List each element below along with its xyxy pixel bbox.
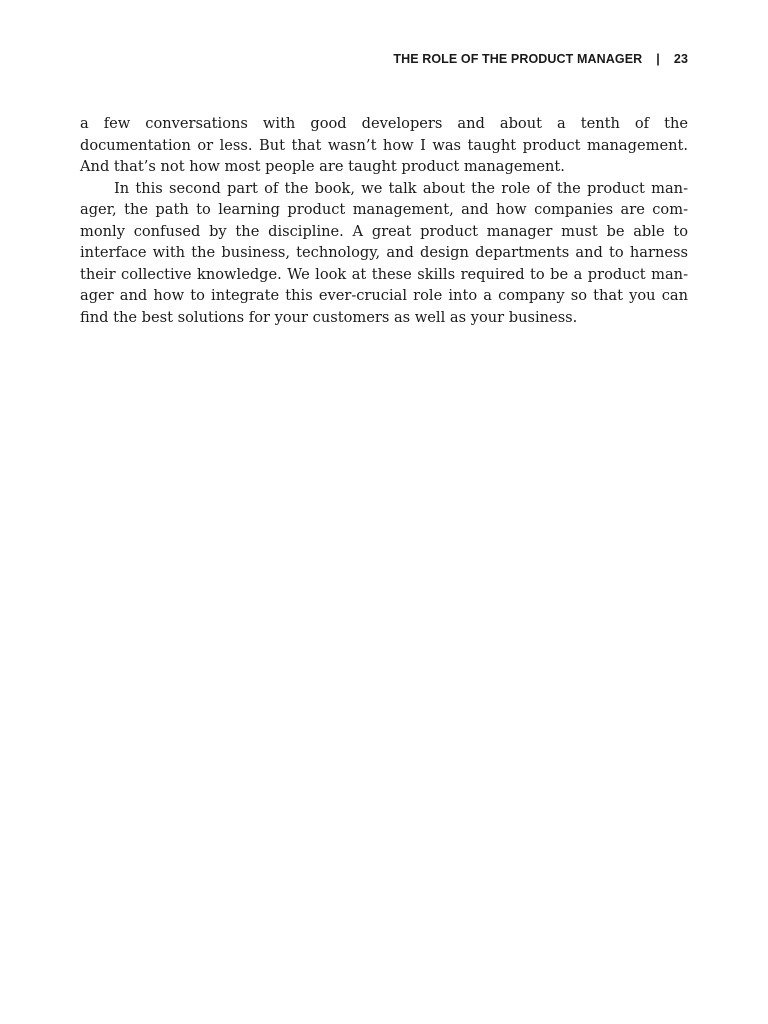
body-text [80,113,688,328]
paragraph-continued: a few conversations with good developers and about a tenth of the documentation or less. But that wasn’t how I was taught product management. And that’s not how most people are taught product management. [80,115,688,175]
header-separator: | [656,52,660,66]
running-title: THE ROLE OF THE PRODUCT MANAGER [393,52,643,66]
paragraph-second-part: In this second part of the book, we talk about the role of the product manager, the path to learning product management, and how companies are commonly confused by the discipline. A great product manager must be able to interface with the business, technology, and design departments and to harness their collective knowledge. We look at these skills required to be a product manager and how to integrate this ever-crucial role into a company so that you can find the best solutions for your customers as well as your business. [80,179,688,326]
running-head [393,52,688,66]
page-number: 23 [673,52,688,66]
